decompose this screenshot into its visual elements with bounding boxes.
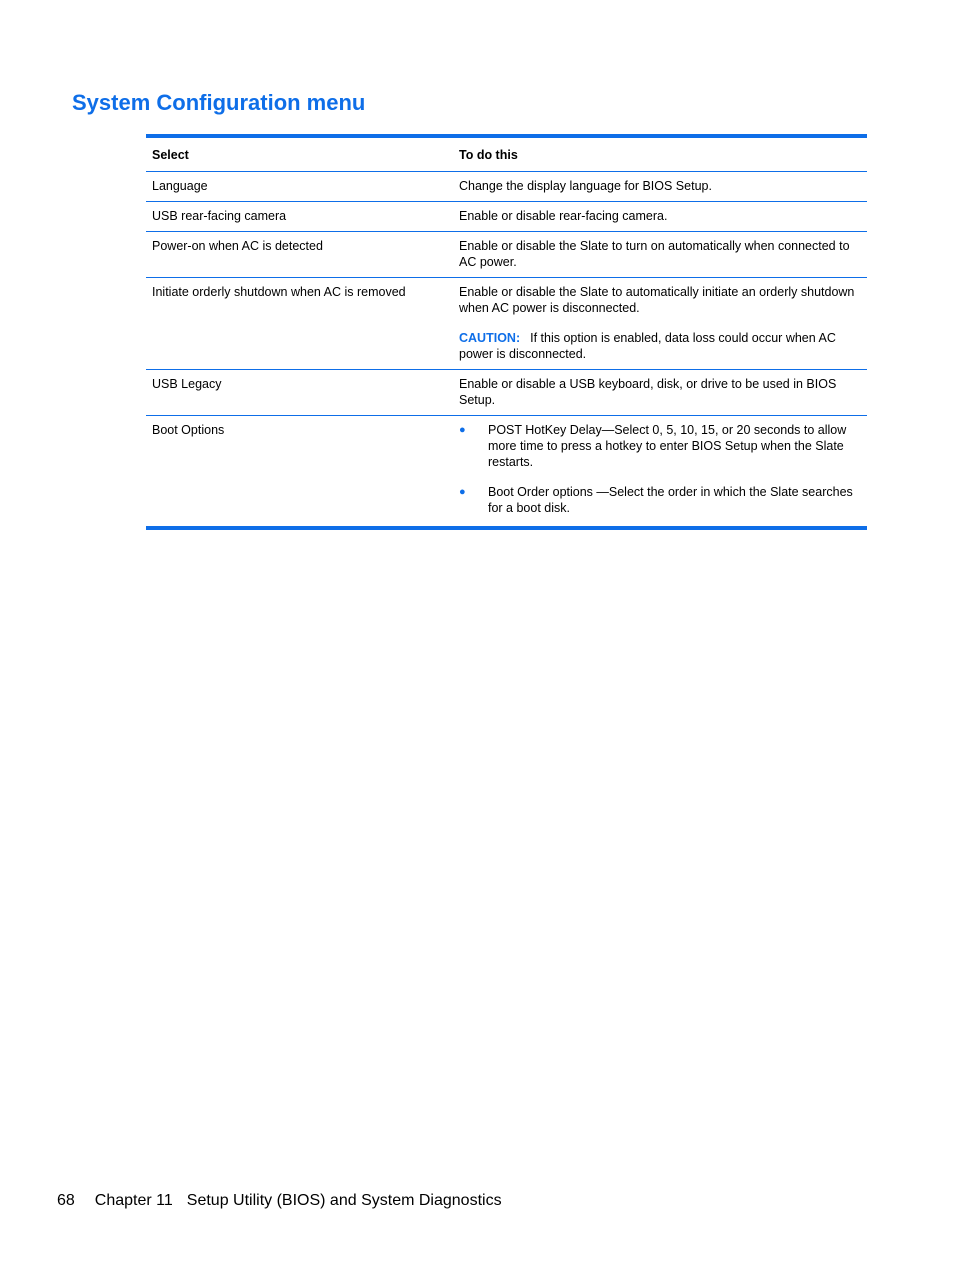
page-number: 68 bbox=[57, 1192, 75, 1209]
select-cell: USB rear-facing camera bbox=[146, 202, 453, 232]
page-footer bbox=[57, 1192, 502, 1210]
select-cell: Boot Options bbox=[152, 423, 225, 437]
todo-cell bbox=[453, 416, 867, 529]
system-configuration-table bbox=[146, 134, 867, 530]
select-cell: Language bbox=[146, 172, 453, 202]
table-row bbox=[146, 278, 867, 370]
caution-note bbox=[459, 330, 859, 362]
bullet-dot-icon: ● bbox=[459, 424, 466, 436]
table-row bbox=[146, 202, 867, 232]
column-header-todo: To do this bbox=[453, 136, 867, 172]
todo-cell bbox=[453, 278, 867, 370]
list-item bbox=[459, 484, 859, 516]
list-item-text: Boot Order options —Select the order in which the Slate searches for a boot disk. bbox=[488, 485, 853, 515]
todo-cell: Enable or disable the Slate to turn on automatically when connected to AC power. bbox=[453, 232, 867, 278]
table-row bbox=[146, 172, 867, 202]
caution-text: If this option is enabled, data loss could occur when AC power is disconnected. bbox=[459, 331, 836, 361]
column-header-select: Select bbox=[146, 136, 453, 172]
chapter-label: Chapter 11 bbox=[94, 1192, 173, 1209]
chapter-title: Setup Utility (BIOS) and System Diagnostics bbox=[186, 1192, 502, 1209]
list-item-text: POST HotKey Delay—Select 0, 5, 10, 15, or 20 seconds to allow more time to press a hotkey to enter BIOS Setup when the Slate restarts. bbox=[488, 423, 847, 469]
select-cell: Power-on when AC is detected bbox=[146, 232, 453, 278]
table-row bbox=[146, 370, 867, 416]
select-cell: Initiate orderly shutdown when AC is removed bbox=[146, 278, 453, 370]
table-header-row bbox=[146, 136, 867, 172]
table-row bbox=[146, 416, 867, 529]
list-item bbox=[459, 422, 859, 470]
select-cell: USB Legacy bbox=[146, 370, 453, 416]
todo-cell: Enable or disable a USB keyboard, disk, or drive to be used in BIOS Setup. bbox=[453, 370, 867, 416]
todo-cell: Enable or disable rear-facing camera. bbox=[453, 202, 867, 232]
caution-label: CAUTION: bbox=[459, 331, 521, 345]
bullet-dot-icon: ● bbox=[459, 486, 466, 498]
todo-text: Enable or disable the Slate to automatically initiate an orderly shutdown when AC power is disconnected. bbox=[459, 285, 855, 315]
todo-cell: Change the display language for BIOS Setup. bbox=[453, 172, 867, 202]
boot-options-list bbox=[459, 422, 859, 516]
table-row bbox=[146, 232, 867, 278]
page-title: System Configuration menu bbox=[72, 90, 366, 115]
